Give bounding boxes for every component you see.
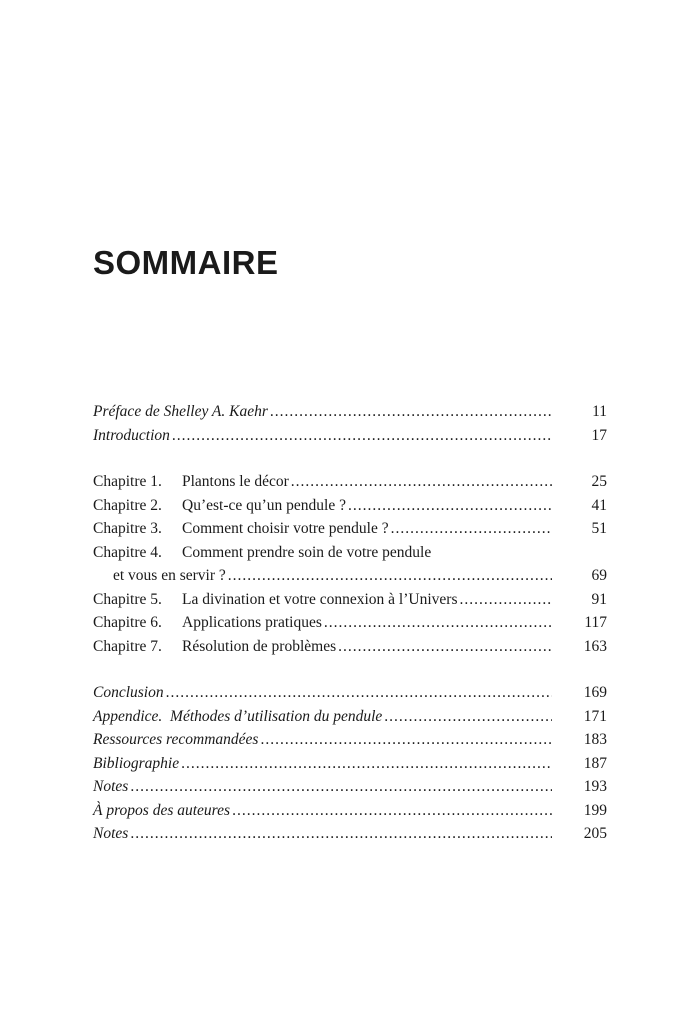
toc-entry-label: Introduction (93, 426, 170, 444)
toc-entry-page: 69 (591, 567, 607, 584)
dot-leader (228, 564, 552, 588)
toc-entry-page: 169 (583, 684, 607, 701)
toc-entry-label: La divination et votre connexion à l’Univers (182, 590, 458, 608)
toc-entry-chapter-7[interactable] (93, 635, 607, 659)
dot-leader (338, 635, 552, 659)
toc-entry-page: 117 (584, 614, 607, 631)
chapter-number: Chapitre 6. (93, 614, 162, 631)
toc-entry-chapter-4[interactable] (93, 541, 607, 565)
toc-entry-label: Notes (93, 778, 129, 795)
toc-entry-label: Applications pratiques (182, 614, 322, 631)
toc-entry-bibliography[interactable] (93, 752, 607, 776)
toc-entry-label: Conclusion (93, 684, 164, 701)
dot-leader (348, 494, 552, 518)
toc-entry-page: 25 (591, 473, 607, 490)
toc-entry-label: Notes (93, 825, 129, 842)
toc-group-back-matter (93, 681, 607, 846)
toc-entry-label: Comment prendre soin de votre pendule (182, 543, 432, 561)
toc-entry-page: 171 (583, 707, 607, 725)
toc-entry-conclusion[interactable] (93, 681, 607, 705)
toc-entry-label: À propos des auteures (93, 801, 231, 819)
dot-leader (391, 517, 552, 541)
toc-entry-page: 199 (583, 801, 607, 819)
toc-entry-page: 187 (583, 754, 607, 772)
toc-entry-label: Bibliographie (93, 754, 180, 772)
toc-group-chapters (93, 470, 607, 658)
toc-entry-appendix[interactable] (93, 705, 607, 729)
dot-leader (291, 470, 552, 494)
toc-entry-label: Résolution de problèmes (182, 637, 337, 655)
dot-leader (232, 799, 552, 823)
toc-entry-page: 51 (591, 520, 607, 537)
dot-leader (181, 752, 552, 776)
table-of-contents (93, 400, 607, 846)
toc-entry-label: Comment choisir votre pendule ? (182, 520, 389, 537)
toc-entry-resources[interactable] (93, 728, 607, 752)
toc-entry-preface[interactable] (93, 400, 607, 424)
toc-entry-label: Appendice. Méthodes d’utilisation du pendule (93, 707, 383, 725)
toc-entry-label: Ressources recommandées (93, 731, 259, 748)
dot-leader (130, 822, 552, 846)
toc-entry-page: 183 (583, 731, 607, 748)
page-title: SOMMAIRE (93, 244, 279, 281)
toc-entry-label-continued: et vous en servir ? (113, 567, 226, 584)
toc-entry-chapter-5[interactable] (93, 588, 607, 612)
chapter-number: Chapitre 5. (93, 590, 162, 608)
toc-entry-chapter-1[interactable] (93, 470, 607, 494)
dot-leader (130, 775, 552, 799)
chapter-number: Chapitre 7. (93, 637, 162, 655)
toc-entry-page: 193 (583, 778, 607, 795)
toc-entry-chapter-4-continued[interactable] (93, 564, 607, 588)
toc-entry-page: 91 (591, 590, 607, 608)
toc-entry-page: 11 (592, 403, 607, 420)
chapter-number: Chapitre 1. (93, 473, 162, 490)
toc-entry-page: 163 (583, 637, 607, 655)
dot-leader (260, 728, 552, 752)
dot-leader (384, 705, 552, 729)
toc-entry-page: 17 (591, 426, 607, 444)
toc-entry-label: Qu’est-ce qu’un pendule ? (182, 496, 346, 514)
chapter-number: Chapitre 3. (93, 520, 162, 537)
chapter-number: Chapitre 2. (93, 496, 162, 514)
toc-entry-notes-2[interactable] (93, 822, 607, 846)
toc-entry-page: 205 (583, 825, 607, 842)
toc-entry-chapter-2[interactable] (93, 494, 607, 518)
dot-leader (166, 681, 552, 705)
toc-entry-page: 41 (591, 496, 607, 514)
toc-entry-about-authors[interactable] (93, 799, 607, 823)
dot-leader (459, 588, 552, 612)
dot-leader (270, 400, 552, 424)
toc-entry-introduction[interactable] (93, 424, 607, 448)
toc-entry-chapter-3[interactable] (93, 517, 607, 541)
chapter-number: Chapitre 4. (93, 543, 162, 561)
dot-leader (172, 424, 552, 448)
toc-group-front-matter (93, 400, 607, 447)
toc-entry-label: Plantons le décor (182, 473, 289, 490)
toc-entry-chapter-6[interactable] (93, 611, 607, 635)
toc-entry-notes[interactable] (93, 775, 607, 799)
toc-entry-label: Préface de Shelley A. Kaehr (93, 403, 268, 420)
dot-leader (324, 611, 552, 635)
